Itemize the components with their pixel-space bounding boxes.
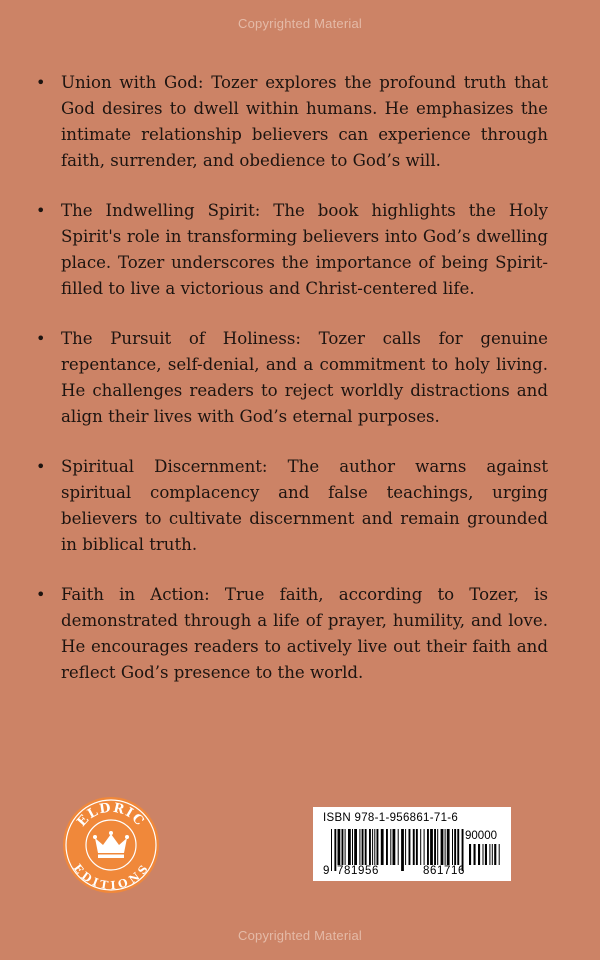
bullet-text: Faith in Action: True faith, according to Tozer, is demonstrated through a life of prayer, humility, and love. He encourages readers to actively live out their faith and reflect God’s presence to the world. bbox=[61, 585, 548, 682]
barcode-digit-group-right: 861716 bbox=[423, 865, 465, 877]
bullet-item bbox=[36, 70, 548, 174]
bullet-dot: • bbox=[36, 201, 46, 220]
barcode-bar bbox=[457, 829, 459, 865]
publisher-logo bbox=[62, 796, 160, 894]
barcode-bar bbox=[390, 829, 391, 865]
barcode-bar bbox=[430, 829, 433, 865]
barcode-bar bbox=[377, 829, 379, 865]
barcode-bar bbox=[441, 829, 444, 865]
barcode-bar bbox=[338, 829, 341, 865]
copyright-watermark-bottom: Copyrighted Material bbox=[238, 928, 362, 943]
barcode-bar bbox=[499, 844, 500, 865]
barcode-bar bbox=[374, 829, 375, 865]
copyright-watermark-top: Copyrighted Material bbox=[238, 16, 362, 31]
isbn-label: ISBN 978-1-956861-71-6 bbox=[323, 812, 459, 824]
barcode-bar bbox=[469, 844, 471, 865]
barcode-bar bbox=[492, 844, 493, 865]
barcode-digit-group-left: 781956 bbox=[337, 865, 379, 877]
price-code: 90000 bbox=[465, 830, 497, 842]
bullet-dot: • bbox=[36, 585, 46, 604]
barcode-bar bbox=[372, 829, 373, 865]
bullet-list bbox=[36, 70, 548, 710]
barcode-bar bbox=[409, 829, 411, 865]
barcode-bar bbox=[452, 829, 453, 865]
barcode-bar bbox=[345, 829, 346, 865]
barcode-bar bbox=[354, 829, 357, 865]
bullet-dot: • bbox=[36, 73, 46, 92]
bullet-item bbox=[36, 198, 548, 302]
barcode-bar bbox=[381, 829, 384, 865]
barcode-bar bbox=[393, 829, 396, 865]
logo-bottom-text: EDITIONS bbox=[70, 861, 152, 893]
barcode-bar bbox=[386, 829, 388, 865]
bullet-text: Spiritual Discernment: The author warns against spiritual complacency and false teachings, urging believers to cultivate discernment and remain grounded in biblical truth. bbox=[61, 457, 548, 554]
barcode-bar bbox=[424, 829, 425, 865]
bullet-item bbox=[36, 326, 548, 430]
bullet-dot: • bbox=[36, 457, 46, 476]
isbn-barcode bbox=[313, 807, 511, 881]
barcode-bar bbox=[365, 829, 367, 865]
barcode-bar bbox=[352, 829, 353, 865]
barcode-bar bbox=[398, 829, 399, 865]
barcode-bar bbox=[437, 829, 438, 865]
barcode-bar bbox=[445, 829, 446, 865]
bullet-text: The Indwelling Spirit: The book highlights the Holy Spirit's role in transforming believers into God’s dwelling place. Tozer underscores the importance of being Spirit-filled to live a victorious and Christ-centered life. bbox=[61, 201, 548, 298]
barcode-bar bbox=[489, 844, 490, 865]
barcode-bar bbox=[447, 829, 450, 865]
barcode-bar bbox=[369, 829, 371, 865]
barcode-bar bbox=[454, 829, 456, 865]
barcode-bar bbox=[478, 844, 480, 865]
barcode-bar bbox=[405, 829, 406, 865]
barcode-bar bbox=[494, 844, 496, 865]
bullet-text: Union with God: Tozer explores the profound truth that God desires to dwell within humans. He emphasizes the intimate relationship believers can experience through faith, surrender, and obedience to God’s will. bbox=[61, 73, 548, 170]
barcode-bar bbox=[416, 829, 418, 865]
barcode-bar bbox=[434, 829, 436, 865]
barcode-bar bbox=[483, 844, 484, 865]
barcode-bar bbox=[413, 829, 415, 865]
barcode-bar bbox=[474, 844, 476, 865]
barcode-bar bbox=[427, 829, 429, 865]
logo-top-text: ELDRIC bbox=[74, 800, 148, 830]
barcode-bar bbox=[420, 829, 421, 865]
bullet-item bbox=[36, 582, 548, 686]
barcode-digits bbox=[313, 865, 511, 879]
barcode-bar bbox=[362, 829, 364, 865]
bullet-dot: • bbox=[36, 329, 46, 348]
publisher-logo-graphic bbox=[62, 796, 160, 894]
bullet-text: The Pursuit of Holiness: Tozer calls for genuine repentance, self-denial, and a commitment to holy living. He challenges readers to reject worldly distractions and align their lives with God’s eternal purposes. bbox=[61, 329, 548, 426]
barcode-bar bbox=[348, 829, 351, 865]
bullet-item bbox=[36, 454, 548, 558]
barcode-bar bbox=[359, 829, 360, 865]
barcode-bar bbox=[485, 844, 487, 865]
barcode-bar bbox=[342, 829, 344, 865]
barcode-digit-lead: 9 bbox=[323, 865, 330, 877]
